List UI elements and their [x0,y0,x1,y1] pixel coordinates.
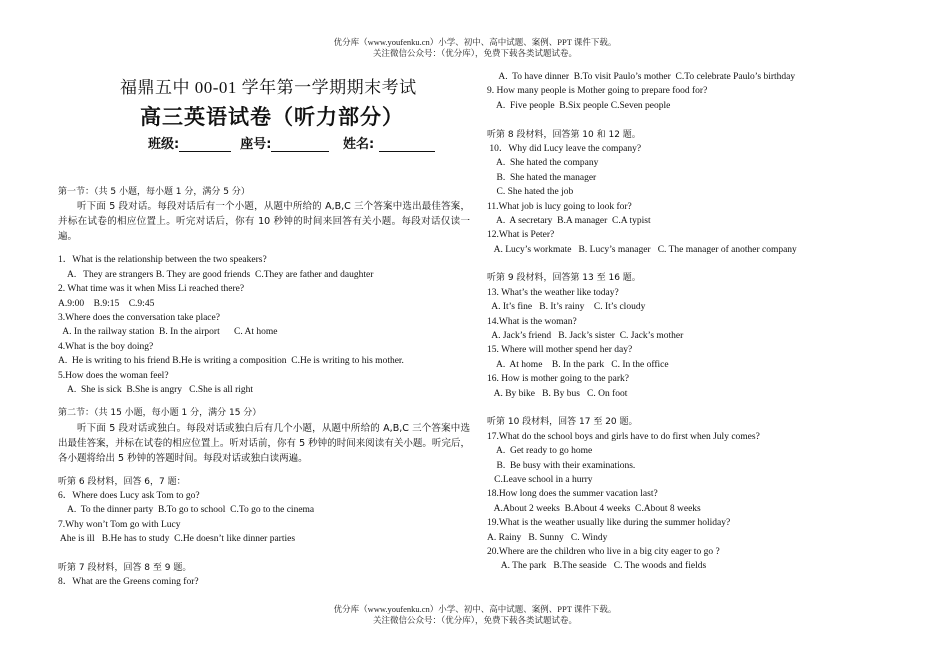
question-line: 9. How many people is Mother going to prepare food for? [487,86,708,97]
question-line: A. They are strangers B. They are good friends C.They are father and daughter [58,269,374,280]
section1-heading: 第一节：（共 5 小题，每小题 1 分，满分 5 分） [58,187,250,197]
page-footer [0,604,950,626]
question-line: A. Rainy B. Sunny C. Windy [487,532,608,543]
question-line: 16. How is mother going to the park? [487,374,629,385]
question-line: 1．What is the relationship between the two speakers? [58,255,267,266]
question-line: 14.What is the woman? [487,316,577,327]
question-line: A. In the railway station B. In the airport C. At home [58,327,278,338]
question-line: Ahe is ill B.He has to study C.He doesn’t like dinner parties [58,534,296,545]
right-column [487,70,907,574]
header-line-1: 优分库（www.youfenku.cn）小学、初中、高中试题、案例、PPT 课件下载。 [333,37,617,47]
question-line: 15. Where will mother spend her day? [487,345,633,356]
page-title: 高三英语试卷（听力部分） [140,105,404,129]
question-line: A.9:00 B.9:15 C.9:45 [58,298,155,309]
question-line: 7.Why won’t Tom go with Lucy [58,519,181,530]
section2-heading: 第二节：（共 15 小题，每小题 1 分，满分 15 分） [58,408,262,419]
question-line: A. To have dinner B.To visit Paulo’s mother C.To celebrate Paulo’s birthday [487,72,796,82]
question-line: A. Lucy’s workmate B. Lucy’s manager C. The manager of another company [487,244,797,255]
section1-questions [58,253,478,397]
header-line-2: 关注微信公众号：（优分库），免费下载各类试题试卷。 [372,48,577,58]
question-line: 11.What job is lucy going to look for? [487,201,632,212]
question-line: 听第 8 段材料，回答第 10 和 12 题。 [487,129,641,140]
question-line: 4.What is the boy doing? [58,341,154,352]
question-line [487,113,907,127]
name-label: 姓名: [343,137,375,152]
section2-questions-left [58,475,478,590]
question-line: C.Leave school in a hurry [487,474,593,485]
question-line: 听第 6 段材料，回答 6，7 题： [58,476,186,487]
question-line: A. Get ready to go home [487,446,593,457]
question-line: 听第 10 段材料，回答 17 至 20 题。 [487,417,638,428]
question-line: 18.How long does the summer vacation last? [487,489,658,500]
question-line: 17.What do the school boys and girls have to do first when July comes? [487,431,760,442]
question-line [58,547,478,561]
question-line: A. Jack’s friend B. Jack’s sister C. Jack’s mother [487,331,684,342]
page-header [0,37,950,59]
question-line: C. She hated the job [487,187,574,198]
class-blank[interactable] [179,138,231,152]
section2-questions-right [487,70,907,574]
seat-blank[interactable] [271,138,329,152]
question-line: 10．Why did Lucy leave the company? [487,143,642,154]
school-exam-title: 福鼎五中 00-01 学年第一学期期末考试 [120,78,417,97]
question-line: B. Be busy with their examinations. [487,460,636,471]
student-info-fields [148,133,435,152]
question-line: A. She is sick B.She is angry C.She is all right [58,384,254,395]
name-blank[interactable] [379,138,435,152]
question-line: 听第 9 段材料，回答第 13 至 16 题。 [487,273,641,284]
question-line: B. She hated the manager [487,172,597,183]
question-line: 20.Where are the children who live in a big city eager to go ? [487,546,720,557]
question-line: 2. What time was it when Miss Li reached there? [58,284,245,295]
question-line [487,401,907,415]
seat-label: 座号: [240,137,272,152]
question-line: 19.What is the weather usually like during the summer holiday? [487,518,731,529]
question-line: A. The park B.The seaside C. The woods and fields [487,561,707,572]
section2-instructions: 听下面 5 段对话或独白。每段对话或独白后有几个小题，从题中所给的 A,B,C 三个答案中选出最佳答案，并标在试卷的相应位置上。听对话前，你有 5 秒钟的时间来阅读有关小题。听完后，各小题将给出 5 秒钟的答题时间。每段对话或独白读两遍。 [58,422,470,464]
question-line: 5.How does the woman feel? [58,370,169,381]
footer-line-1: 优分库（www.youfenku.cn）小学、初中、高中试题、案例、PPT 课件下载。 [333,604,617,614]
question-line: 13. What’s the weather like today? [487,287,619,298]
question-line: A. To the dinner party B.To go to school C.To go to the cinema [58,505,315,516]
question-line: 听第 7 段材料，回答 8 至 9 题。 [58,563,192,574]
question-line: A. Five people B.Six people C.Seven people [487,100,671,111]
question-line: A. He is writing to his friend B.He is writing a composition C.He is writing to his mother. [58,356,404,367]
question-line: A. It’s fine B. It’s rainy C. It’s cloudy [487,302,646,313]
section1-instructions: 听下面 5 段对话。每段对话后有一个小题，从题中所给的 A,B,C 三个答案中选出最佳答案，并标在试卷的相应位置上。听完对话后，你有 10 秒钟的时间来回答有关小题。每段对话仅读一遍。 [58,201,470,243]
footer-line-2: 关注微信公众号：（优分库），免费下载各类试题试卷。 [372,615,577,625]
left-column [58,185,478,590]
class-label: 班级: [148,137,180,152]
question-line: 3.Where does the conversation take place? [58,312,220,323]
question-line: A. By bike B. By bus C. On foot [487,388,628,399]
question-line: 12.What is Peter? [487,230,555,241]
question-line [487,257,907,271]
question-line: A. A secretary B.A manager C.A typist [487,215,651,226]
question-line: 8．What are the Greens coming for? [58,577,199,588]
question-line: A. At home B. In the park C. In the office [487,359,669,370]
question-line: A. She hated the company [487,158,599,169]
question-line: 6．Where does Lucy ask Tom to go? [58,491,200,502]
question-line: A.About 2 weeks B.About 4 weeks C.About 8 weeks [487,503,701,514]
